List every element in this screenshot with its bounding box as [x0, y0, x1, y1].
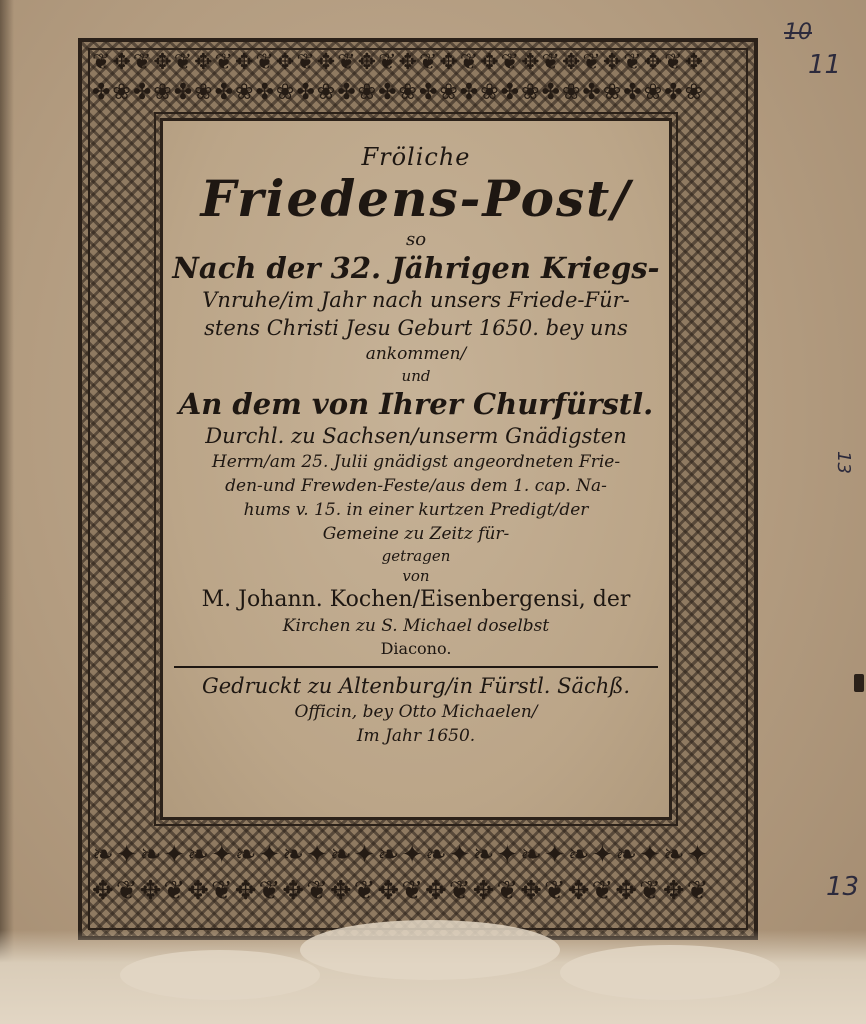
title-line-friedens-post: Friedens-Post/ — [200, 169, 632, 228]
border-ornament-top: ❦✥❦✥❦✥❦✥❦✥❦✥❦✥❦✥❦✥❦✥❦✥❦✥❦✥❦✥❦✥ — [92, 52, 706, 74]
imprint-line-1: Gedruckt zu Altenburg/in Fürstl. Sächß. — [201, 674, 631, 698]
border-ornament-bottom-2: ✥❦✥❦✥❦✥❦✥❦✥❦✥❦✥❦✥❦✥❦✥❦✥❦✥❦ — [92, 878, 711, 904]
imprint-line-3: Im Jahr 1650. — [356, 726, 476, 746]
title-line-predigt: hums v. 15. in einer kurtzen Predigt/der — [243, 500, 589, 520]
border-ornament-bottom: ❧✦❧✦❧✦❧✦❧✦❧✦❧✦❧✦❧✦❧✦❧✦❧✦❧✦ — [92, 842, 711, 868]
border-ornament-top-2: ✤❀✤❀✤❀✤❀✤❀✤❀✤❀✤❀✤❀✤❀✤❀✤❀✤❀✤❀✤❀ — [92, 82, 706, 104]
title-line-vnruhe: Vnruhe/im Jahr nach unsers Friede-Für- — [202, 288, 630, 312]
title-line-froeliche: Fröliche — [361, 143, 471, 171]
page-edge-shadow — [0, 0, 14, 1024]
title-line-churfuerstl: An dem von Ihrer Churfürstl. — [178, 387, 654, 421]
title-line-kriegs: Nach der 32. Jährigen Kriegs- — [172, 251, 660, 285]
author-line: M. Johann. Kochen/Eisenbergensi, der — [201, 587, 631, 612]
author-office-line: Diacono. — [380, 639, 452, 658]
paper-damage-blot-3 — [560, 945, 780, 1000]
folio-number: 11 — [808, 50, 842, 80]
title-line-herrn: Herrn/am 25. Julii gnädigst angeordneten Frie- — [211, 452, 621, 472]
title-line-ankommen: ankommen/ — [365, 344, 467, 364]
folio-number-struck: 10 — [784, 20, 812, 45]
author-church-line: Kirchen zu S. Michael doselbst — [282, 616, 550, 636]
imprint-divider — [174, 666, 658, 668]
binding-mark — [854, 674, 864, 692]
title-line-gemeine: Gemeine zu Zeitz für- — [322, 524, 510, 544]
title-panel — [160, 118, 672, 820]
title-line-so: so — [405, 229, 427, 250]
title-line-und: und — [401, 367, 431, 385]
title-line-geburt: stens Christi Jesu Geburt 1650. bey uns — [204, 316, 628, 340]
margin-note: 13 — [832, 451, 854, 474]
title-text-block — [163, 121, 669, 748]
paper-damage-blot-2 — [120, 950, 320, 1000]
margin-note-lower: 13 — [826, 872, 860, 902]
title-line-frewden: den-und Frewden-Feste/aus dem 1. cap. Na- — [225, 476, 607, 496]
title-line-von: von — [402, 567, 430, 585]
imprint-line-2: Officin, bey Otto Michaelen/ — [294, 702, 538, 722]
title-line-sachsen: Durchl. zu Sachsen/unserm Gnädigsten — [205, 424, 627, 448]
title-line-getragen: getragen — [381, 547, 451, 565]
paper-damage-blot-1 — [300, 920, 560, 980]
